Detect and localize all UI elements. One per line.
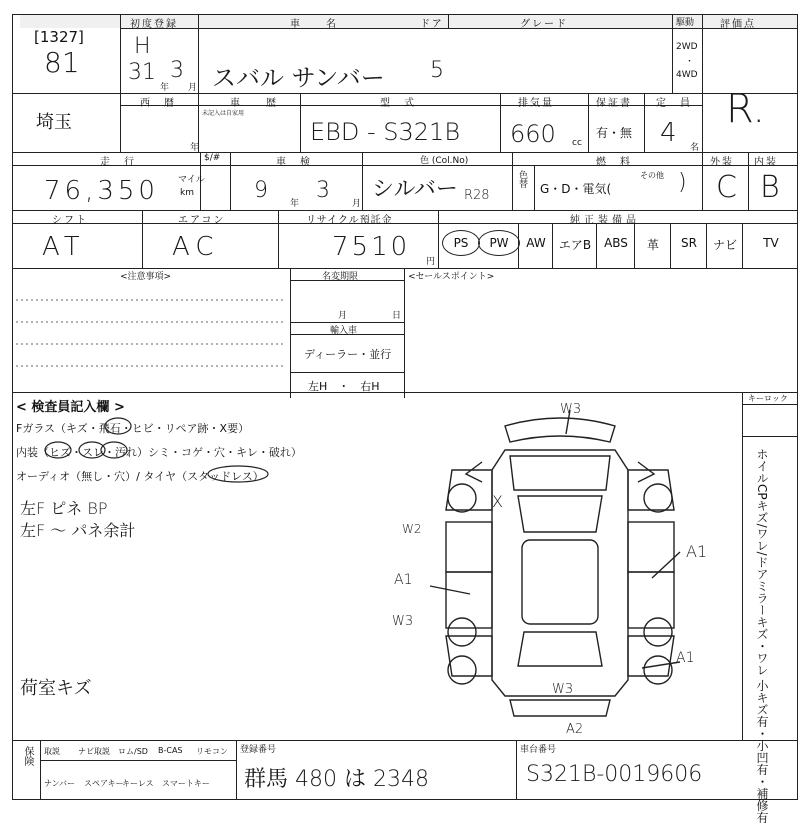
door-label: ドア — [420, 19, 444, 30]
dealer-label: ディーラー・並行 — [304, 348, 392, 361]
inspector-note-3: 荷室キズ — [20, 678, 92, 699]
footer-bottom-item: キーレス — [122, 779, 154, 788]
mark-left-2: A1 — [394, 572, 413, 588]
equip-エアb: エアB — [558, 238, 592, 252]
inspector-circles — [0, 400, 300, 490]
equip-abs: ABS — [604, 236, 628, 250]
hand-drive-label: 左H ・ 右H — [308, 380, 380, 393]
inspector-fglass: Fガラス（キズ・飛石・ヒビ・リペア跡・X要） — [16, 422, 250, 435]
model-value: EBD - S321B — [310, 118, 461, 146]
drive-4wd: 4WD — [676, 70, 698, 80]
caution-label: <注意事項> — [120, 272, 172, 282]
equip-tv: TV — [763, 236, 779, 250]
inspector-side-note: ホイルCPキズ/ワレ/ドアミラーキズ・ワレ 小キズ有・小凹有・補修有 — [755, 448, 769, 824]
interior-value: B — [760, 170, 780, 205]
displacement-value: 660 — [510, 120, 556, 148]
equip-ナビ: ナビ — [712, 238, 737, 252]
exterior-label: 外装 — [710, 157, 734, 168]
auction-sheet: [1327] 81 初度登録 H 31 年 3 月 車 名 スバル サンバー ドア 5 グレード 駆動 2WD ・ 4WD 評価点 R. 埼玉 西 暦 年 車 歴 未記入は自家用 型 式 EBD - S321B 排気量 660 cc 保証書 有・無 定 員 4 名 走 行 76,350 マイル km $/# 車 検 9 年 3 月 色 (Col.No) シルバー R28 色替 燃 料 G・D・電気( その他 ) 外装 C 内装 B シフト AT エアコン AC リサイクル預託金 7510 円 純正装備品 PS PW AW エアB ABS 革 SR ナビ TV <注意事項> 名変期限 月 日 輸入車 ディーラー・並行 左H ・ 右H <セールスポイント> < 検査員記入欄 > Fガラス（キズ・飛石・ヒビ・リペア跡・X要） 内装（ヒズ・スレ・汚れ）シミ・コゲ・穴・キレ・破れ） オーディオ（無し・穴）/ タイヤ（スタッドレス） 左F ピネ BP 左F ～ パネ余計 荷室キズ キーロック ホイルCPキズ/ワレ/ドアミラーキズ・ワレ 小キズ有・小凹有・補修有 W3 X W2 A1 W3 A1 A1 W3 A2 保険 取説 ナビ取説 ロム/SD B-CAS リモコン ナンバー スペアキー キーレス スマートキー 登録番号 群馬 480 は 2348 車台番号 S321B-0019606 — [0, 0, 800, 800]
name-change-day: 日 — [392, 311, 402, 321]
history-note: 未記入は自家用 — [202, 110, 245, 117]
inspector-title: < 検査員記入欄 > — [16, 400, 125, 415]
capacity-label: 定 員 — [656, 98, 692, 109]
footer-bottom-item: スマートキー — [162, 779, 210, 788]
fuel-other: その他 — [640, 171, 664, 180]
inspection-month-char: 月 — [352, 199, 362, 209]
prefecture: 埼玉 — [36, 112, 72, 133]
color-value: シルバー — [372, 177, 458, 202]
western-year-label: 西 暦 — [140, 98, 176, 109]
model-label: 型 式 — [380, 98, 416, 109]
equip-ps: PS — [442, 230, 480, 256]
capacity-unit: 名 — [690, 143, 700, 153]
interior-label: 内装 — [754, 157, 778, 168]
lot-big-number: 81 — [44, 46, 80, 79]
warranty-label: 保証書 — [596, 98, 632, 109]
inspector-note-1: 左F ピネ BP — [20, 499, 108, 518]
history-label: 車 歴 — [230, 98, 278, 109]
recycle-value: 7510 — [332, 232, 411, 262]
fuel-options: G・D・電気( — [540, 182, 612, 196]
mark-right-2: A1 — [676, 650, 695, 666]
first-reg-era: H — [134, 34, 151, 59]
car-name-label: 車 名 — [290, 19, 338, 30]
name-change-label: 名変期限 — [322, 272, 359, 282]
insurance-label: 保険 — [22, 746, 33, 766]
drive-label: 駆動 — [676, 18, 695, 28]
inspector-audio: オーディオ（無し・穴）/ タイヤ（スタッドレス） — [16, 470, 264, 483]
displacement-label: 排気量 — [518, 98, 554, 109]
equip-aw: AW — [526, 236, 546, 250]
caution-dotted-lines — [16, 280, 288, 390]
exterior-value: C — [716, 170, 737, 205]
equip-革: 革 — [646, 238, 659, 252]
mileage-label: 走 行 — [100, 157, 136, 168]
grade-label: グレード — [520, 19, 568, 30]
sales-point-label: <セールスポイント> — [408, 272, 495, 282]
recycle-label: リサイクル預託金 — [306, 215, 393, 226]
capacity-value: 4 — [660, 118, 677, 148]
footer-top-item: B-CAS — [158, 746, 183, 755]
mark-left-1: W2 — [402, 522, 422, 536]
mark-left-3: W3 — [392, 614, 414, 629]
inspection-year-char: 年 — [290, 199, 300, 209]
aircon-value: AC — [172, 232, 220, 262]
reg-number: 群馬 480 は 2348 — [244, 767, 429, 792]
car-name: スバル サンバー — [212, 64, 385, 92]
name-change-month: 月 — [338, 311, 348, 321]
score-value: R. — [726, 86, 766, 132]
inspector-note-2: 左F ～ パネ余計 — [20, 521, 136, 540]
equip-pw: PW — [478, 230, 520, 256]
inspection-label: 車 検 — [276, 157, 312, 168]
color-code: R28 — [464, 188, 490, 203]
footer-bottom-item: ナンバー — [44, 779, 76, 788]
inspector-interior: 内装（ヒズ・スレ・汚れ）シミ・コゲ・穴・キレ・破れ） — [16, 446, 302, 459]
footer-top-item: リモコン — [196, 747, 228, 756]
first-reg-label: 初度登録 — [130, 19, 178, 30]
key-lock-label: キーロック — [748, 394, 788, 403]
equip-sr: SR — [681, 236, 697, 250]
mark-right-1: A1 — [686, 542, 708, 561]
inspection-month: 3 — [316, 178, 330, 203]
mark-bottom-2: A2 — [566, 722, 584, 737]
mileage-unit-km: km — [180, 188, 194, 198]
chassis-number: S321B-0019606 — [526, 762, 703, 787]
score-label: 評価点 — [720, 19, 756, 30]
footer-top-item: 取説 — [44, 747, 60, 756]
shift-label: シフト — [52, 215, 88, 226]
dollar-label: $/# — [204, 153, 221, 163]
drive-2wd: 2WD — [676, 42, 698, 52]
color-label: 色 (Col.No) — [420, 156, 469, 166]
footer-bottom-item: スペアキー — [84, 779, 124, 788]
chassis-label: 車台番号 — [520, 745, 557, 755]
doors-value: 5 — [430, 58, 444, 83]
color-change-label: 色替 — [517, 170, 527, 188]
mileage-unit-mile: マイル — [178, 175, 205, 185]
warranty-value: 有・無 — [596, 126, 633, 140]
aircon-label: エアコン — [178, 215, 226, 226]
mark-x: X — [492, 492, 503, 511]
footer-top-item: ナビ取説 — [78, 747, 110, 756]
inspection-year: 9 — [254, 178, 268, 203]
equip-label: 純正装備品 — [570, 215, 640, 226]
fuel-label: 燃 料 — [596, 157, 632, 168]
fuel-close: ) — [678, 170, 687, 195]
first-reg-month: 3 — [170, 58, 184, 83]
import-label: 輸入車 — [330, 326, 358, 336]
reg-label: 登録番号 — [240, 745, 277, 755]
displacement-unit: cc — [572, 138, 582, 148]
shift-value: AT — [42, 232, 86, 262]
mark-top: W3 — [560, 402, 582, 417]
recycle-yen: 円 — [426, 257, 436, 267]
mark-bottom-1: W3 — [552, 682, 574, 697]
lot-number: [1327] — [34, 28, 84, 46]
footer-top-item: ロム/SD — [118, 747, 148, 756]
first-reg-year: 31 — [128, 60, 156, 85]
mileage-value: 76,350 — [44, 176, 159, 206]
